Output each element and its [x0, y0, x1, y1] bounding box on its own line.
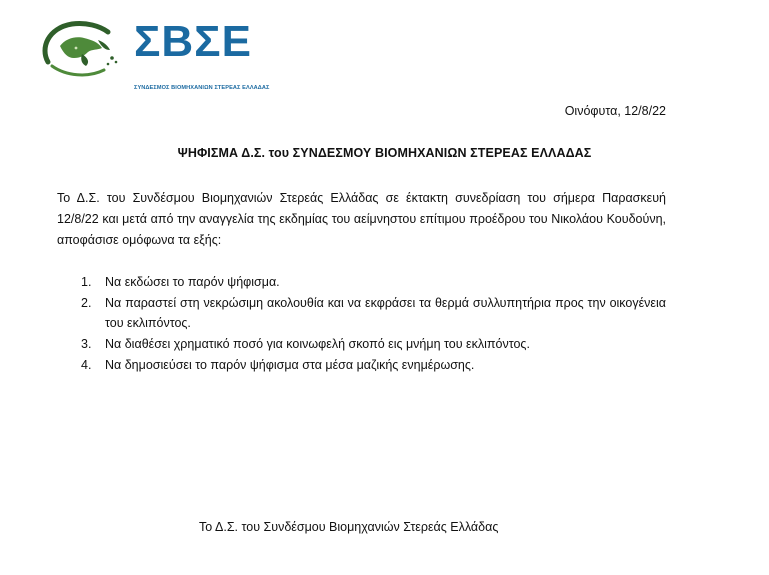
list-item-number: 1.	[81, 275, 92, 289]
list-item	[57, 293, 666, 333]
list-item-text: Να διαθέσει χρηματικό ποσό για κοινωφελή σκοπό εις μνήμη του εκλιπόντος.	[105, 337, 530, 351]
intro-paragraph: Το Δ.Σ. του Συνδέσμου Βιομηχανιών Στερεάς Ελλάδας σε έκτακτη συνεδρίαση του σήμερα Παρασκευή 12/8/22 και μετά από την αναγγελία της εκδημίας του αείμνηστου επίτιμου προέδρου του Νικολάου Κουδούνη, αποφάσισε ομόφωνα τα εξής:	[57, 191, 666, 247]
date-line: Οινόφυτα, 12/8/22	[564, 104, 666, 118]
list-item-text: Να παραστεί στη νεκρώσιμη ακολουθία και να εκφράσει τα θερμά συλλυπητήρια προς την οικογένεια του εκλιπόντος.	[105, 296, 666, 330]
resolutions-list	[57, 272, 666, 376]
list-item-number: 4.	[81, 358, 92, 372]
organization-logo	[38, 17, 270, 91]
list-item-number: 3.	[81, 337, 92, 351]
list-item	[57, 355, 666, 375]
list-item-number: 2.	[81, 296, 92, 310]
greece-map-emblem-icon	[38, 18, 130, 80]
logo-wordmark: ΣΒΣΕ	[134, 17, 252, 66]
list-item-text: Να εκδώσει το παρόν ψήφισμα.	[105, 275, 280, 289]
list-item-text: Να δημοσιεύσει το παρόν ψήφισμα στα μέσα μαζικής ενημέρωσης.	[105, 358, 475, 372]
logo-subtitle: ΣΥΝΔΕΣΜΟΣ ΒΙΟΜΗΧΑΝΙΩΝ ΣΤΕΡΕΑΣ ΕΛΛΑΔΑΣ	[134, 85, 270, 91]
signature-line: Το Δ.Σ. του Συνδέσμου Βιομηχανιών Στερεάς Ελλάδας	[199, 520, 499, 534]
document-title: ΨΗΦΙΣΜΑ Δ.Σ. του ΣΥΝΔΕΣΜΟΥ ΒΙΟΜΗΧΑΝΙΩΝ ΣΤΕΡΕΑΣ ΕΛΛΑΔΑΣ	[177, 146, 592, 160]
list-item	[57, 272, 666, 292]
list-item	[57, 334, 666, 354]
